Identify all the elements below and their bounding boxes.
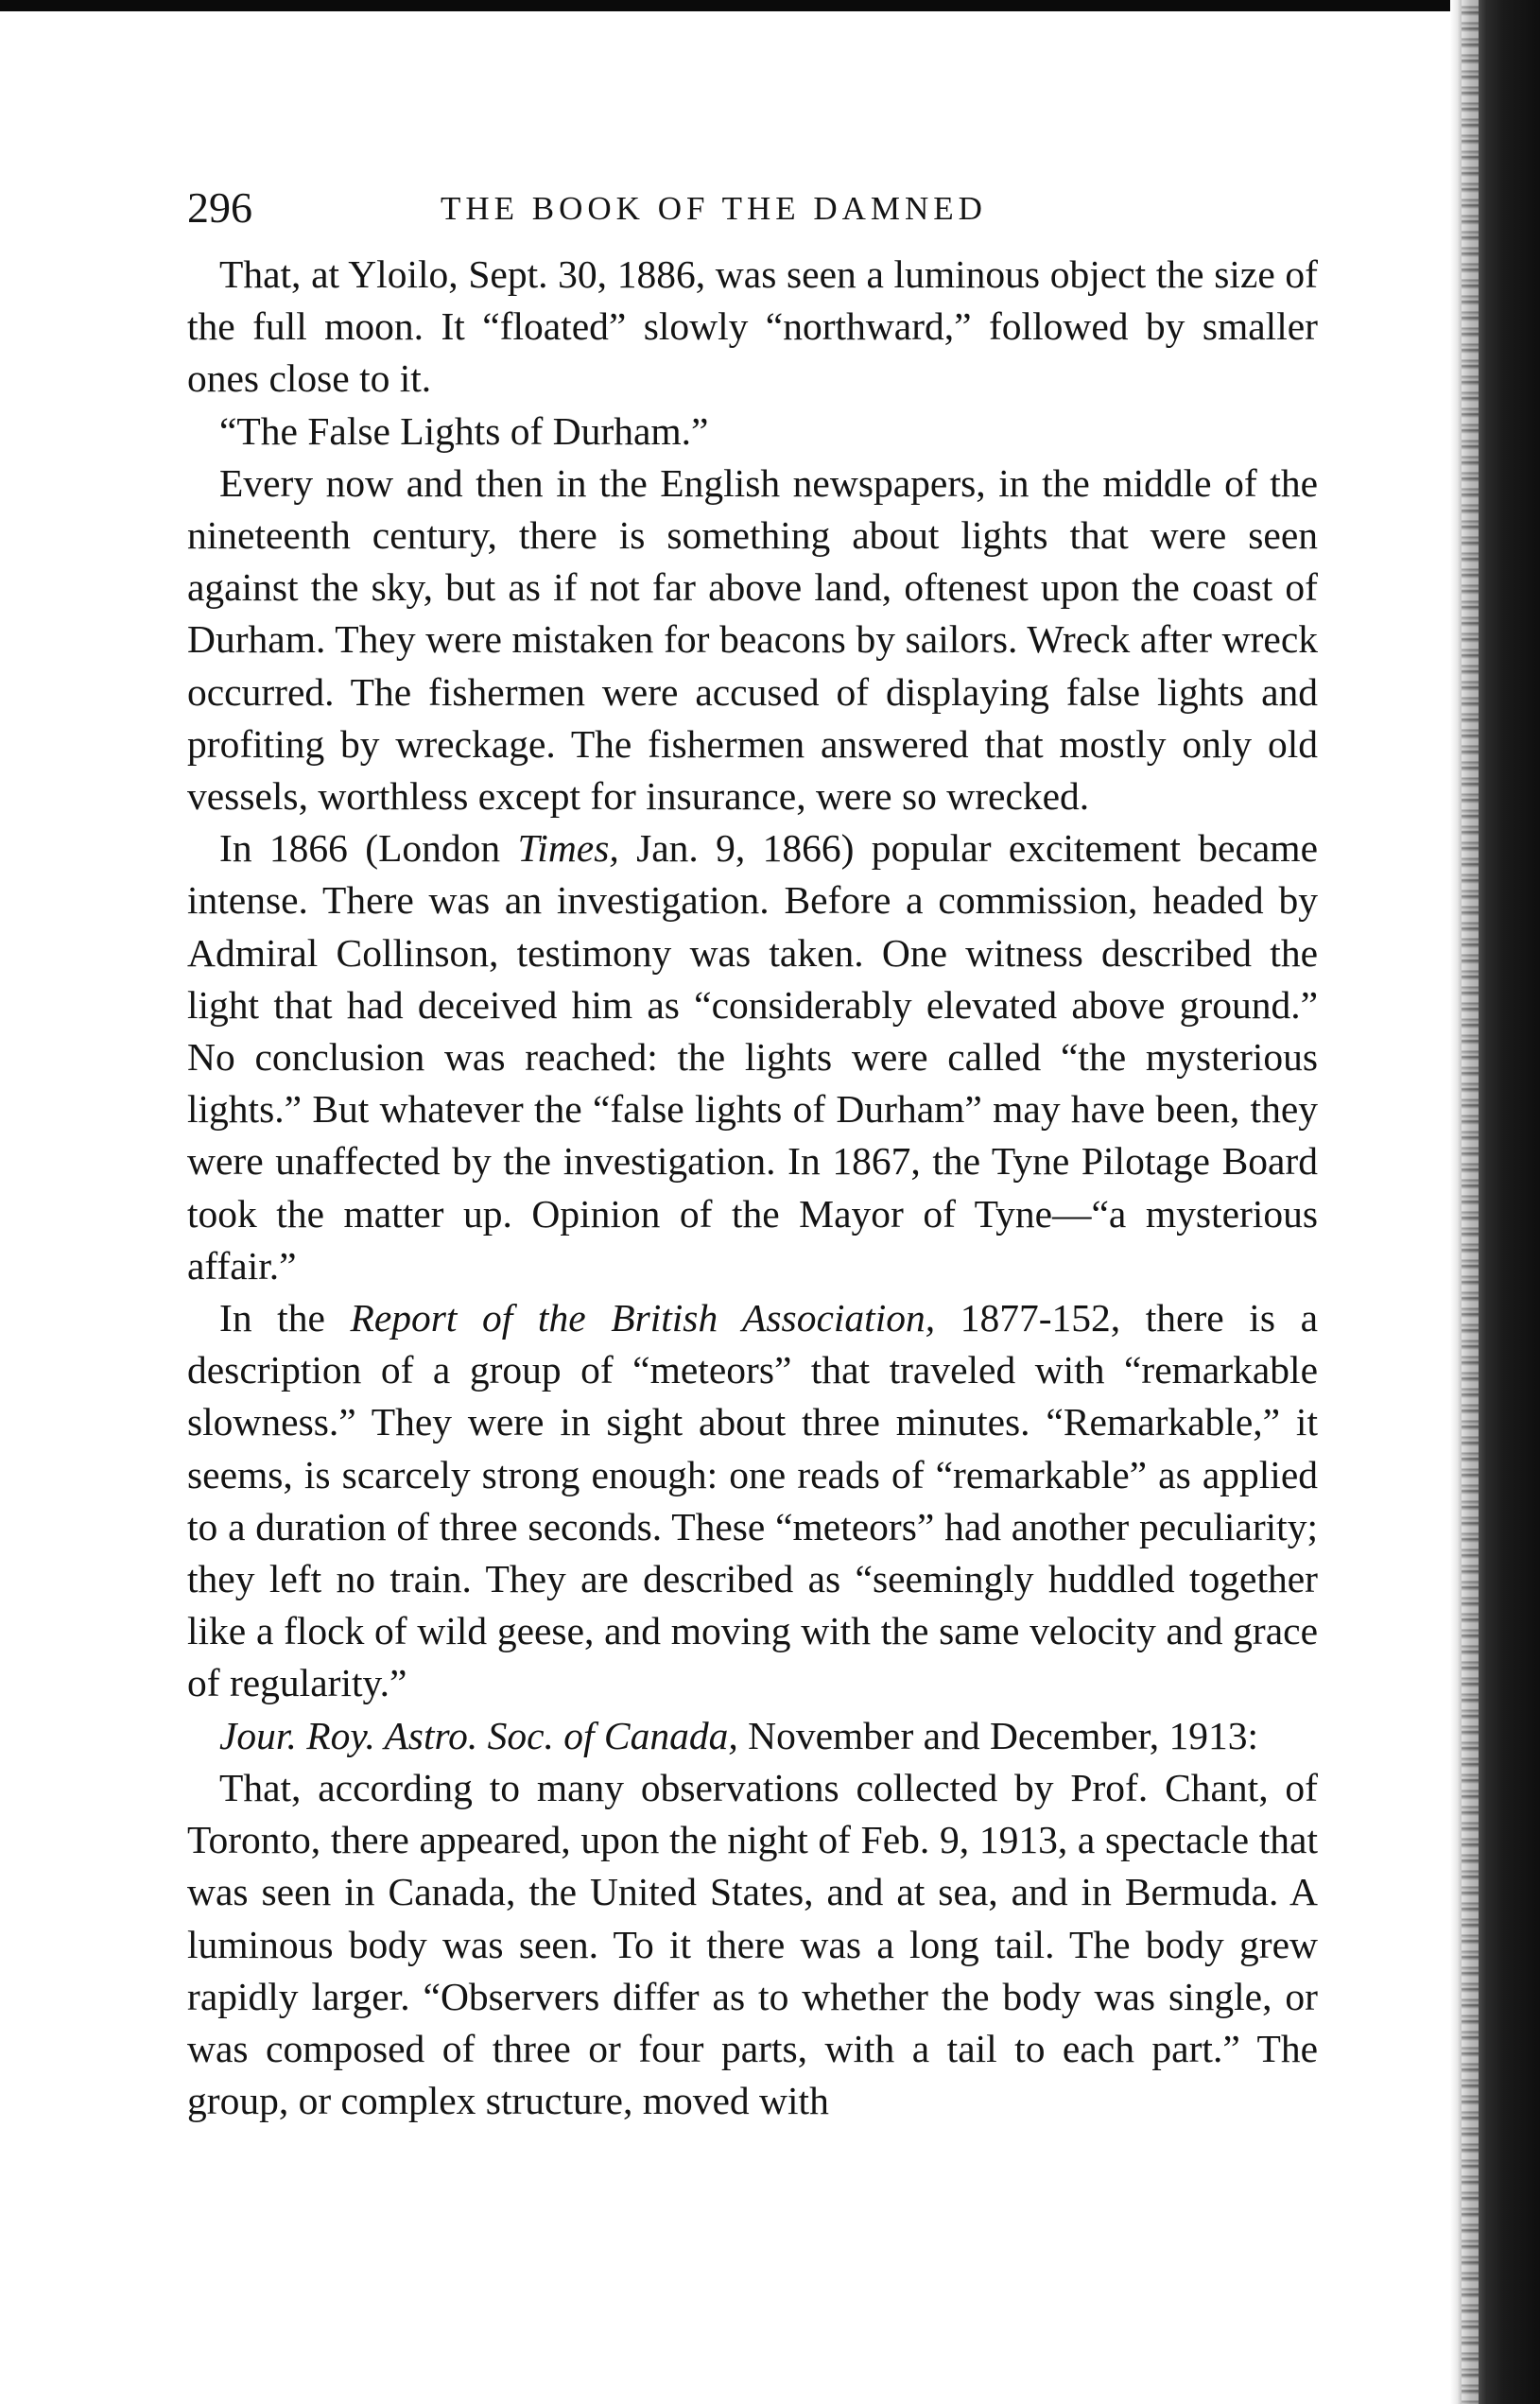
scan-top-edge [0,0,1540,11]
page-header [187,180,1322,236]
paragraph-durham-coast: Every now and then in the English newspapers, in the middle of the nineteenth century, there is something about lights that were seen against the sky, but as if not far above land, oftenest upon the coast of Durham. They were mistaken for beacons by sailors. Wreck after wreck occurred. The fishermen were accused of displaying false lights and profiting by wreckage. The fishermen answered that mostly only old vessels, worthless except for insurance, were so wrecked. [187,460,1318,819]
text-run: In 1866 (London [219,826,518,871]
paragraph-prof-chant: That, according to many observations collected by Prof. Chant, of Toronto, there appeared, upon the night of Feb. 9, 1913, a spectacle that was seen in Canada, the United States, and at sea, and in Bermuda. A luminous body was seen. To it there was a long tail. The body grew rapidly larger. “Observers differ as to whether the body was single, or was composed of three or four parts, with a tail to each part.” The group, or complex structure, moved with [187,1765,1318,2123]
italic-citation: Report of the British Association, [350,1296,936,1340]
page-number: 296 [187,183,252,232]
paragraph-false-lights-title: “The False Lights of Durham.” [219,408,709,453]
paragraph-london-times [187,822,1318,1292]
italic-citation: Times, [517,826,619,871]
text-run: 1877-152, there is a description of a group of “meteors” that traveled with “remarkable slowness.” They were in sight about three minutes. “Remarkable,” it seems, is scarcely strong enough: one reads of “remarkable” as applied to a duration of three seconds. These “meteors” had another peculiarity; they left no train. They are described as “seemingly huddled together like a flock of wild geese, and moving with the same velocity and grace of regularity.” [187,1296,1318,1705]
italic-citation: Jour. Roy. Astro. Soc. of Canada, [219,1713,738,1757]
text-run: November and December, 1913: [737,1713,1259,1757]
paragraph-journal-citation [187,1710,1318,1762]
scan-page-edge [1450,0,1540,2404]
body-text [187,249,1318,2127]
running-title: THE BOOK OF THE DAMNED [441,190,987,227]
paragraph-british-association [187,1292,1318,1710]
text-run: In the [219,1296,351,1340]
paragraph-yloilo: That, at Yloilo, Sept. 30, 1886, was seen a luminous object the size of the full moon. It “floated” slowly “northward,” followed by smaller ones close to it. [187,252,1318,401]
text-run: Jan. 9, 1866) popular excitement became intense. There was an investigation. Before a commission, headed by Admiral Collinson, testimony was taken. One witness described the light that had deceived him as “considerably elevated above ground.” No conclusion was reached: the lights were called “the mysterious lights.” But whatever the “false lights of Durham” may have been, they were unaffected by the investigation. In 1867, the Tyne Pilotage Board took the matter up. Opinion of the Mayor of Tyne—“a mysterious affair.” [187,826,1318,1288]
